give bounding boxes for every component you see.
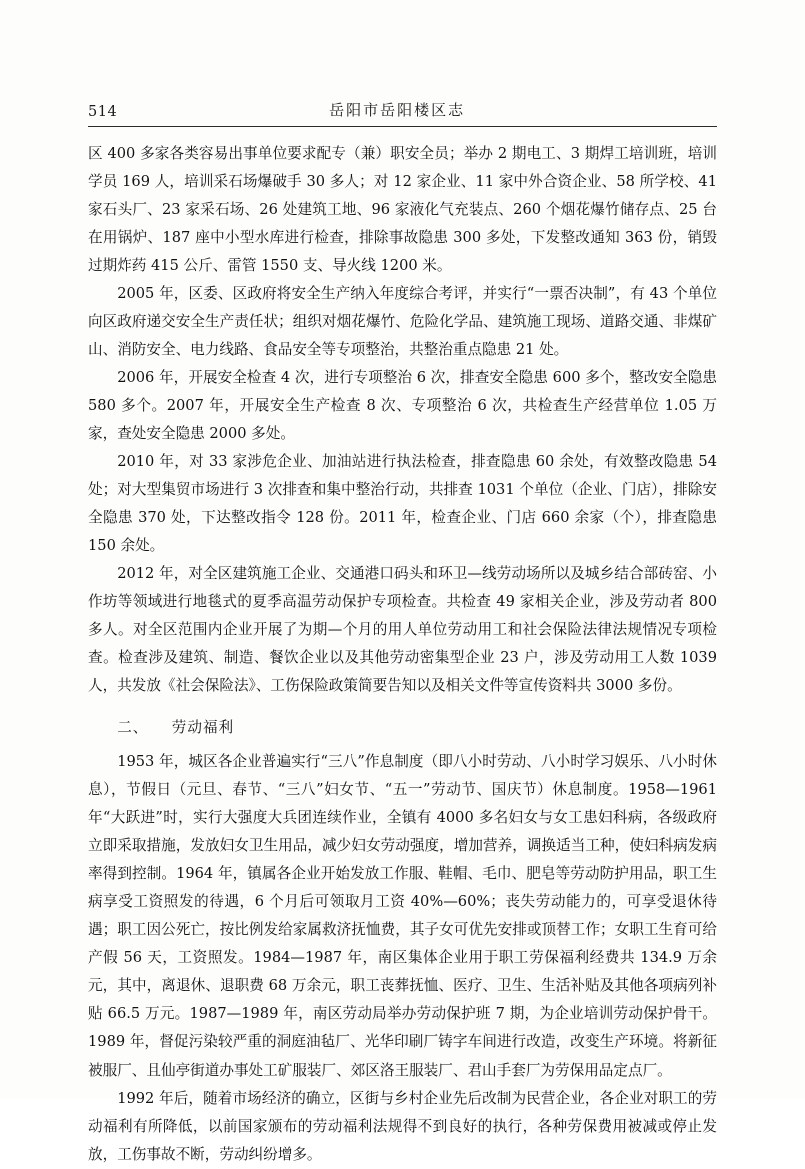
paragraph: 2012 年，对全区建筑施工企业、交通港口码头和环卫—线劳动场所以及城乡结合部砖窑、小作坊等领域进行地毯式的夏季高温劳动保护专项检查。共检查 49 家相关企业，涉及劳动者 800 多人。对全区范围内企业开展了为期—个月的用人单位劳动用工和社会保险法律法规情况专项检查。检查涉及建筑、制造、餐饮企业以及其他劳动密集型企业 23 户，涉及劳动用工人数 1039 人，共发放《社会保险法》、工伤保险政策简要告知以及相关文件等宣传资料共 3000 多份。 bbox=[88, 565, 717, 695]
section-title: 劳动福利 bbox=[171, 719, 235, 737]
page-number: 514 bbox=[88, 104, 118, 120]
paragraph: 1992 年后，随着市场经济的确立，区街与乡村企业先后改制为民营企业，各企业对职工的劳动福利有所降低，以前国家颁布的劳动福利法规得不到良好的执行，各种劳保费用被减或停止发放，工伤事故不断，劳动纠纷增多。 bbox=[88, 1089, 717, 1163]
section-heading bbox=[88, 714, 717, 742]
book-title: 岳阳市岳阳楼区志 bbox=[329, 101, 466, 119]
section-number: 二、 bbox=[117, 719, 149, 737]
paragraph: 2006 年，开展安全检查 4 次，进行专项整治 6 次，排查安全隐患 600 多个，整改安全隐患 580 多个。2007 年，开展安全生产检查 8 次、专项整治 6 次，共检查生产经营单位 1.05 万家，查处安全隐患 2000 多处。 bbox=[88, 369, 717, 443]
page-header bbox=[88, 92, 717, 120]
paragraph: 2010 年，对 33 家涉危企业、加油站进行执法检查，排查隐患 60 余处，有效整改隐患 54 处；对大型集贸市场进行 3 次排查和集中整治行动，共排查 1031 个单位（企业、门店），排除安全隐患 370 处，下达整改指令 128 份。2011 年，检查企业、门店 660 余家（个），排查隐患 150 余处。 bbox=[88, 453, 717, 555]
paragraph: 区 400 多家各类容易出事单位要求配专（兼）职安全员；举办 2 期电工、3 期焊工培训班，培训学员 169 人，培训采石场爆破手 30 多人；对 12 家企业、11 家中外合资企业、58 所学校、41 家石头厂、23 家采石场、26 处建筑工地、96 家液化气充装点、260 个烟花爆竹储存点、25 台在用锅炉、187 座中小型水库进行检查，排除事故隐患 300 多处，下发整改通知 363 份，销毁过期炸药 415 公斤、雷管 1550 支、导火线 1200 米。 bbox=[88, 145, 717, 275]
paragraph: 2005 年，区委、区政府将安全生产纳入年度综合考评，并实行“一票否决制”，有 43 个单位向区政府递交安全生产责任状；组织对烟花爆竹、危险化学品、建筑施工现场、道路交通、非煤矿山、消防安全、电力线路、食品安全等专项整治，共整治重点隐患 21 处。 bbox=[88, 285, 717, 359]
header-divider bbox=[88, 126, 717, 127]
page-body bbox=[88, 140, 717, 1169]
paragraph: 1953 年，城区各企业普遍实行“三八”作息制度（即八小时劳动、八小时学习娱乐、八小时休息），节假日（元旦、春节、“三八”妇女节、“五一”劳动节、国庆节）休息制度。1958—1961 年“大跃进”时，实行大强度大兵团连续作业，全镇有 4000 多名妇女与女工患妇科病，各级政府立即采取措施，发放妇女卫生用品，减少妇女劳动强度，增加营养，调换适当工种，使妇科病发病率得到控制。1964 年，镇属各企业开始发放工作服、鞋帽、毛巾、肥皂等劳动防护用品，职工生病享受工资照发的待遇，6 个月后可领取月工资 40%—60%；丧失劳动能力的，可享受退休待遇；职工因公死亡，按比例发给家属救济抚恤费，其子女可优先安排或顶替工作；女职工生育可给产假 56 天，工资照发。1984—1987 年，南区集体企业用于职工劳保福利经费共 134.9 万余元，其中，离退休、退职费 68 万余元，职工丧葬抚恤、医疗、卫生、生活补贴及其他各项病列补贴 66.5 万元。1987—1989 年，南区劳动局举办劳动保护班 7 期，为企业培训劳动保护骨干。1989 年，督促污染较严重的洞庭油毡厂、光华印刷厂铸字车间进行改造，改变生产环境。将新征被服厂、且仙亭街道办事处工矿服装厂、郊区洛王服装厂、君山手套厂为劳保用品定点厂。 bbox=[88, 753, 717, 1079]
